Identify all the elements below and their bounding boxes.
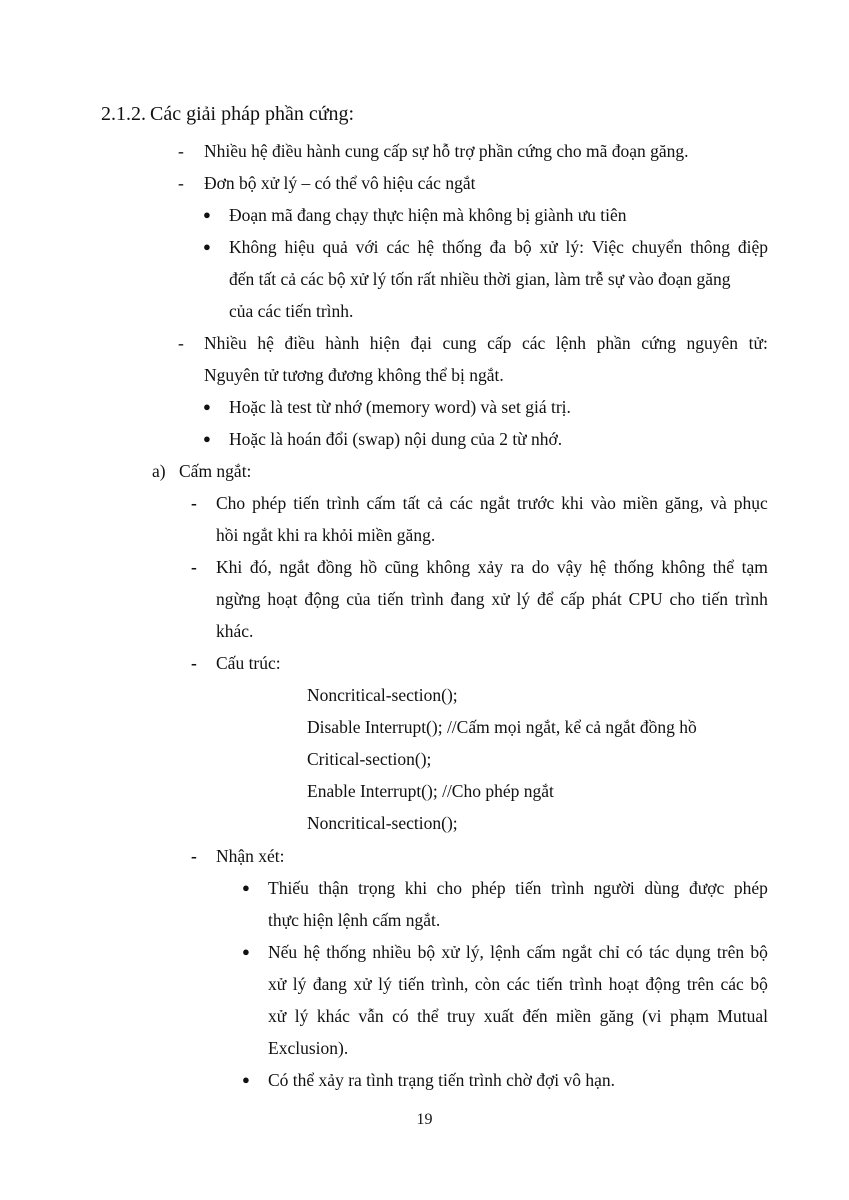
word: ngừng: [216, 589, 261, 609]
word: trình: [326, 493, 360, 513]
word: trước: [517, 493, 555, 513]
word: lệnh: [490, 942, 521, 962]
word: cứng: [641, 333, 676, 353]
word: xảy: [477, 557, 503, 577]
word: cấm: [366, 493, 396, 513]
word: CPU: [628, 589, 663, 609]
word: xử: [539, 237, 558, 257]
word: cả: [427, 493, 443, 513]
bullet-marker: ●: [203, 399, 211, 414]
word: lý: [294, 1006, 309, 1026]
item-text: khác.: [216, 621, 254, 641]
word: bộ: [417, 942, 436, 962]
word: trọng: [358, 878, 396, 898]
bullet-marker: ●: [203, 207, 211, 222]
word: hoạt: [608, 974, 639, 994]
bullet-text: [229, 236, 768, 258]
word: vẫn: [358, 1006, 384, 1026]
word: dụng: [675, 942, 711, 962]
word: trình: [734, 589, 768, 609]
word: nhiều: [372, 942, 412, 962]
bullet-marker: ●: [203, 239, 211, 254]
word: cung: [442, 333, 477, 353]
bullet-marker: ●: [242, 944, 250, 959]
word: thông: [690, 237, 730, 257]
item-text: Cấu trúc:: [216, 653, 281, 673]
word: xử: [268, 1006, 287, 1026]
word: miền: [622, 493, 658, 513]
bullet-text: Hoặc là hoán đổi (swap) nội dung của 2 từ nhớ.: [229, 429, 563, 449]
word: trên: [716, 942, 745, 962]
word: miền: [556, 1006, 592, 1026]
word: lý: [516, 589, 531, 609]
word: thể: [417, 1006, 439, 1026]
word: không: [426, 557, 471, 577]
word: thận: [318, 878, 349, 898]
word: do: [531, 557, 550, 577]
word: với: [355, 237, 379, 257]
word: truy: [447, 1006, 476, 1026]
word: ngắt: [479, 493, 511, 513]
word: bộ: [750, 942, 768, 962]
word: tiến: [701, 589, 728, 609]
word: đến: [522, 1006, 548, 1026]
word: còn: [474, 974, 501, 994]
word: xử: [268, 974, 287, 994]
intro-item-text: Nguyên tử tương đương không thể bị ngắt.: [204, 365, 504, 385]
word: trình: [410, 589, 444, 609]
remark-text: [268, 973, 768, 995]
bullet-text: đến tất cả các bộ xử lý tốn rất nhiều thời gian, làm trễ sự vào đoạn găng: [229, 269, 731, 289]
word: xử: [441, 942, 460, 962]
bullet-text: của các tiến trình.: [229, 301, 354, 321]
word: lý:: [565, 237, 585, 257]
word: tất: [402, 493, 421, 513]
word: cấm: [526, 942, 556, 962]
word: lệnh: [555, 333, 586, 353]
word: hệ: [257, 333, 274, 353]
remark-text: Exclusion).: [268, 1038, 349, 1058]
word: Nhiều: [204, 333, 247, 353]
remark-text: [268, 941, 768, 963]
bullet-marker: ●: [203, 431, 211, 446]
word: Không: [229, 237, 277, 257]
word: các: [720, 974, 744, 994]
word: xử: [491, 589, 510, 609]
dash-marker: -: [191, 846, 197, 866]
word: tiến: [536, 974, 563, 994]
item-text: hồi ngắt khi ra khỏi miền găng.: [216, 525, 436, 545]
remark-text: Có thể xảy ra tình trạng tiến trình chờ đợi vô hạn.: [268, 1070, 616, 1090]
word: được: [688, 878, 725, 898]
word: có: [392, 1006, 409, 1026]
word: ngắt: [279, 557, 310, 577]
code-line: Disable Interrupt(); //Cấm mọi ngắt, kể cả ngắt đồng hồ: [307, 717, 697, 737]
word: Thiếu: [268, 878, 309, 898]
word: lý: [292, 974, 307, 994]
word: phép: [252, 493, 287, 513]
subsection-label: a): [152, 461, 166, 481]
word: điều: [284, 333, 315, 353]
word: phạm: [670, 1006, 709, 1026]
word: phép: [733, 878, 768, 898]
dash-marker: -: [178, 141, 184, 161]
dash-marker: -: [178, 173, 184, 193]
item-text: Nhận xét:: [216, 846, 285, 866]
word: ra: [510, 557, 525, 577]
word: nguyên: [686, 333, 739, 353]
word: hiện: [369, 333, 400, 353]
word: hệ: [417, 237, 435, 257]
word: trên: [686, 974, 715, 994]
word: khác: [316, 1006, 350, 1026]
word: các: [521, 333, 546, 353]
word: thống: [441, 237, 482, 257]
intro-item-text: Đơn bộ xử lý – có thể vô hiệu các ngắt: [204, 173, 476, 193]
word: bộ: [750, 974, 768, 994]
word: thống: [326, 942, 367, 962]
word: tiến: [377, 589, 404, 609]
word: đó,: [249, 557, 272, 577]
section-heading: [101, 103, 354, 125]
word: lý,: [465, 942, 484, 962]
word: cho: [436, 878, 462, 898]
word: cũng: [384, 557, 419, 577]
intro-item-text: Nhiều hệ điều hành cung cấp sự hỗ trợ phần cứng cho mã đoạn găng.: [204, 141, 689, 161]
word: Việc: [591, 237, 624, 257]
item-text: [216, 556, 768, 578]
remark-text: thực hiện lệnh cấm ngắt.: [268, 910, 441, 930]
item-text: [216, 588, 768, 610]
word: các: [449, 493, 473, 513]
code-line: Enable Interrupt(); //Cho phép ngắt: [307, 781, 554, 801]
word: Cho: [216, 493, 246, 513]
word: hệ: [303, 942, 320, 962]
dash-marker: -: [191, 493, 197, 513]
word: ngắt: [562, 942, 593, 962]
word: cấp: [487, 333, 512, 353]
word: thể: [712, 557, 735, 577]
code-line: Noncritical-section();: [307, 685, 458, 705]
word: điệp: [737, 237, 768, 257]
word: thống: [613, 557, 654, 577]
word: hiệu: [284, 237, 315, 257]
word: Nếu: [268, 942, 298, 962]
word: quả: [322, 237, 348, 257]
section-title: Các giải pháp phần cứng:: [150, 103, 355, 125]
word: đa: [489, 237, 507, 257]
word: người: [593, 878, 635, 898]
code-line: Noncritical-section();: [307, 813, 458, 833]
word: hồ: [359, 557, 378, 577]
word: dùng: [644, 878, 680, 898]
word: đang: [312, 974, 347, 994]
word: đồng: [317, 557, 353, 577]
intro-item-text: [204, 332, 768, 354]
word: khi: [404, 878, 428, 898]
word: động: [304, 589, 340, 609]
word: Khi: [216, 557, 243, 577]
word: hoạt: [267, 589, 298, 609]
word: phép: [471, 878, 506, 898]
word: có: [626, 942, 643, 962]
code-line: Critical-section();: [307, 749, 432, 769]
page-number: 19: [416, 1111, 433, 1128]
word: trình: [569, 974, 603, 994]
dash-marker: -: [191, 653, 197, 673]
word: xử: [353, 974, 372, 994]
word: chỉ: [598, 942, 620, 962]
word: bộ: [514, 237, 532, 257]
word: vào: [590, 493, 616, 513]
section-number: 2.1.2.: [101, 103, 146, 125]
word: của: [346, 589, 371, 609]
bullet-text: Hoặc là test từ nhớ (memory word) và set giá trị.: [229, 397, 571, 417]
bullet-text: Đoạn mã đang chạy thực hiện mà không bị giành ưu tiên: [229, 205, 627, 225]
word: và: [710, 493, 727, 513]
dash-marker: -: [178, 333, 184, 353]
word: phần: [596, 333, 631, 353]
word: tạm: [741, 557, 768, 577]
word: tiến: [398, 974, 425, 994]
subsection-title: Cấm ngắt:: [179, 461, 252, 481]
word: phát: [591, 589, 622, 609]
word: tác: [648, 942, 670, 962]
word: các: [506, 974, 530, 994]
bullet-marker: ●: [242, 1072, 250, 1087]
word: trình,: [430, 974, 469, 994]
word: găng: [599, 1006, 634, 1026]
word: tiến: [293, 493, 320, 513]
word: khi: [561, 493, 584, 513]
word: xuất: [483, 1006, 514, 1026]
word: lý: [378, 974, 392, 994]
remark-text: [268, 1005, 768, 1027]
word: tiến: [515, 878, 542, 898]
word: chuyển: [631, 237, 683, 257]
word: hệ: [589, 557, 607, 577]
remark-text: [268, 877, 768, 899]
word: găng,: [664, 493, 704, 513]
item-text: [216, 492, 768, 514]
word: (vi: [642, 1006, 662, 1026]
word: để: [537, 589, 554, 609]
bullet-marker: ●: [242, 880, 250, 895]
word: không: [661, 557, 706, 577]
word: đại: [410, 333, 432, 353]
word: phục: [733, 493, 768, 513]
word: động: [645, 974, 681, 994]
word: tử:: [748, 333, 768, 353]
word: đang: [450, 589, 485, 609]
word: hành: [325, 333, 360, 353]
word: Mutual: [717, 1006, 768, 1026]
word: vậy: [556, 557, 583, 577]
dash-marker: -: [191, 557, 197, 577]
word: cho: [669, 589, 695, 609]
word: các: [386, 237, 410, 257]
word: cấp: [560, 589, 585, 609]
word: trình: [551, 878, 585, 898]
